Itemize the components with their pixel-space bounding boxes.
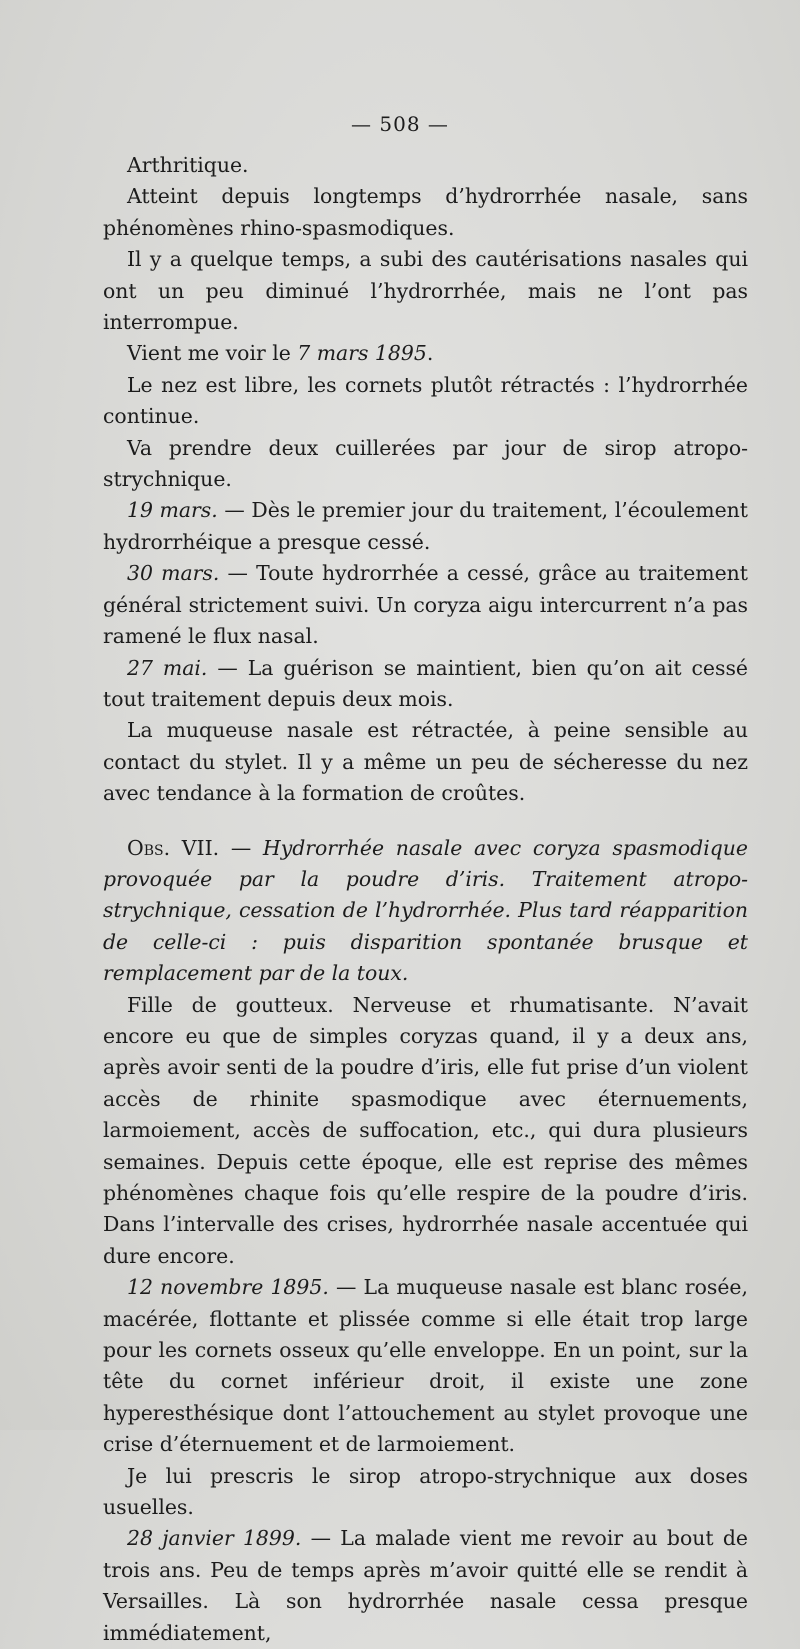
observation-title: Hydrorrhée nasale avec coryza spasmodique provoquée par la poudre d’iris. Traitement atropo-strychnique, cessation de l’hydrorrhée. Plus tard réapparition de celle-ci : puis disparition spontanée brusque et remplacement par de la toux. [103, 835, 748, 986]
date: 12 novembre 1895. [127, 1275, 329, 1300]
date: 19 mars. [127, 498, 218, 523]
paragraph: Vient me voir le 7 mars 1895. [127, 341, 434, 366]
paragraph: Atteint depuis longtemps d’hydrorrhée nasale, sans phénomènes rhino-spasmodiques. [103, 184, 748, 240]
paragraph: 19 mars. — Dès le premier jour du traitement, l’écoulement hydrorrhéique a presque cessé. [103, 498, 748, 554]
paragraph: Fille de goutteux. Nerveuse et rhumatisante. N’avait encore eu que de simples coryzas quand, il y a deux ans, après avoir senti de la poudre d’iris, elle fut prise d’un violent accès de rhinite spasmodique avec éternuements, larmoiement, accès de suffocation, etc., qui dura plusieurs semaines. Depuis cette époque, elle est reprise des mêmes phénomènes chaque fois qu’elle respire de la poudre d’iris. Dans l’intervalle des crises, hydrorrhée nasale accentuée qui dure encore. [103, 992, 748, 1268]
paragraph: 27 mai. — La guérison se maintient, bien qu’on ait cessé tout traitement depuis deux mois. [103, 655, 748, 711]
page-text [103, 150, 748, 1649]
date: 7 mars 1895 [297, 341, 427, 366]
date: 27 mai. [127, 655, 208, 680]
observation-heading: Obs. VII. — Hydrorrhée nasale avec coryza spasmodique provoquée par la poudre d’iris. Traitement atropo-strychnique, cessation de l’hydrorrhée. Plus tard réapparition de celle-ci : puis disparition spontanée brusque et remplacement par de la toux. [103, 835, 748, 986]
paragraph: Le nez est libre, les cornets plutôt rétractés : l’hydrorrhée continue. [103, 372, 748, 429]
paragraph: Il y a quelque temps, a subi des cautérisations nasales qui ont un peu diminué l’hydrorrhée, mais ne l’ont pas interrompue. [103, 247, 748, 335]
paragraph: Va prendre deux cuillerées par jour de sirop atropo-strychnique. [103, 435, 748, 492]
paragraph: Arthritique. [127, 153, 249, 177]
observation-label: Obs. VII. [127, 835, 220, 860]
paragraph: La muqueuse nasale est rétractée, à peine sensible au contact du stylet. Il y a même un peu de sécheresse du nez avec tendance à la formation de croûtes. [103, 718, 748, 806]
page-number: — 508 — [351, 112, 449, 136]
paragraph: 30 mars. — Toute hydrorrhée a cessé, grâce au traitement général strictement suivi. Un coryza aigu intercurrent n’a pas ramené le flux nasal. [103, 561, 748, 649]
date: 30 mars. [127, 561, 220, 586]
paragraph: Je lui prescris le sirop atropo-strychnique aux doses usuelles. [103, 1463, 748, 1520]
date: 28 janvier 1899. [127, 1526, 302, 1551]
paragraph: 28 janvier 1899. — La malade vient me revoir au bout de trois ans. Peu de temps après m’avoir quitté elle se rendit à Versailles. Là son hydrorrhée nasale cessa presque immédiatement, [103, 1526, 748, 1645]
paragraph: 12 novembre 1895. — La muqueuse nasale est blanc rosée, macérée, flottante et plissée comme si elle était trop large pour les cornets osseux qu’elle enveloppe. En un point, sur la tête du cornet inférieur droit, il existe une zone hyperesthésique dont l’attouchement au stylet provoque une crise d’éternuement et de larmoiement. [103, 1275, 748, 1457]
